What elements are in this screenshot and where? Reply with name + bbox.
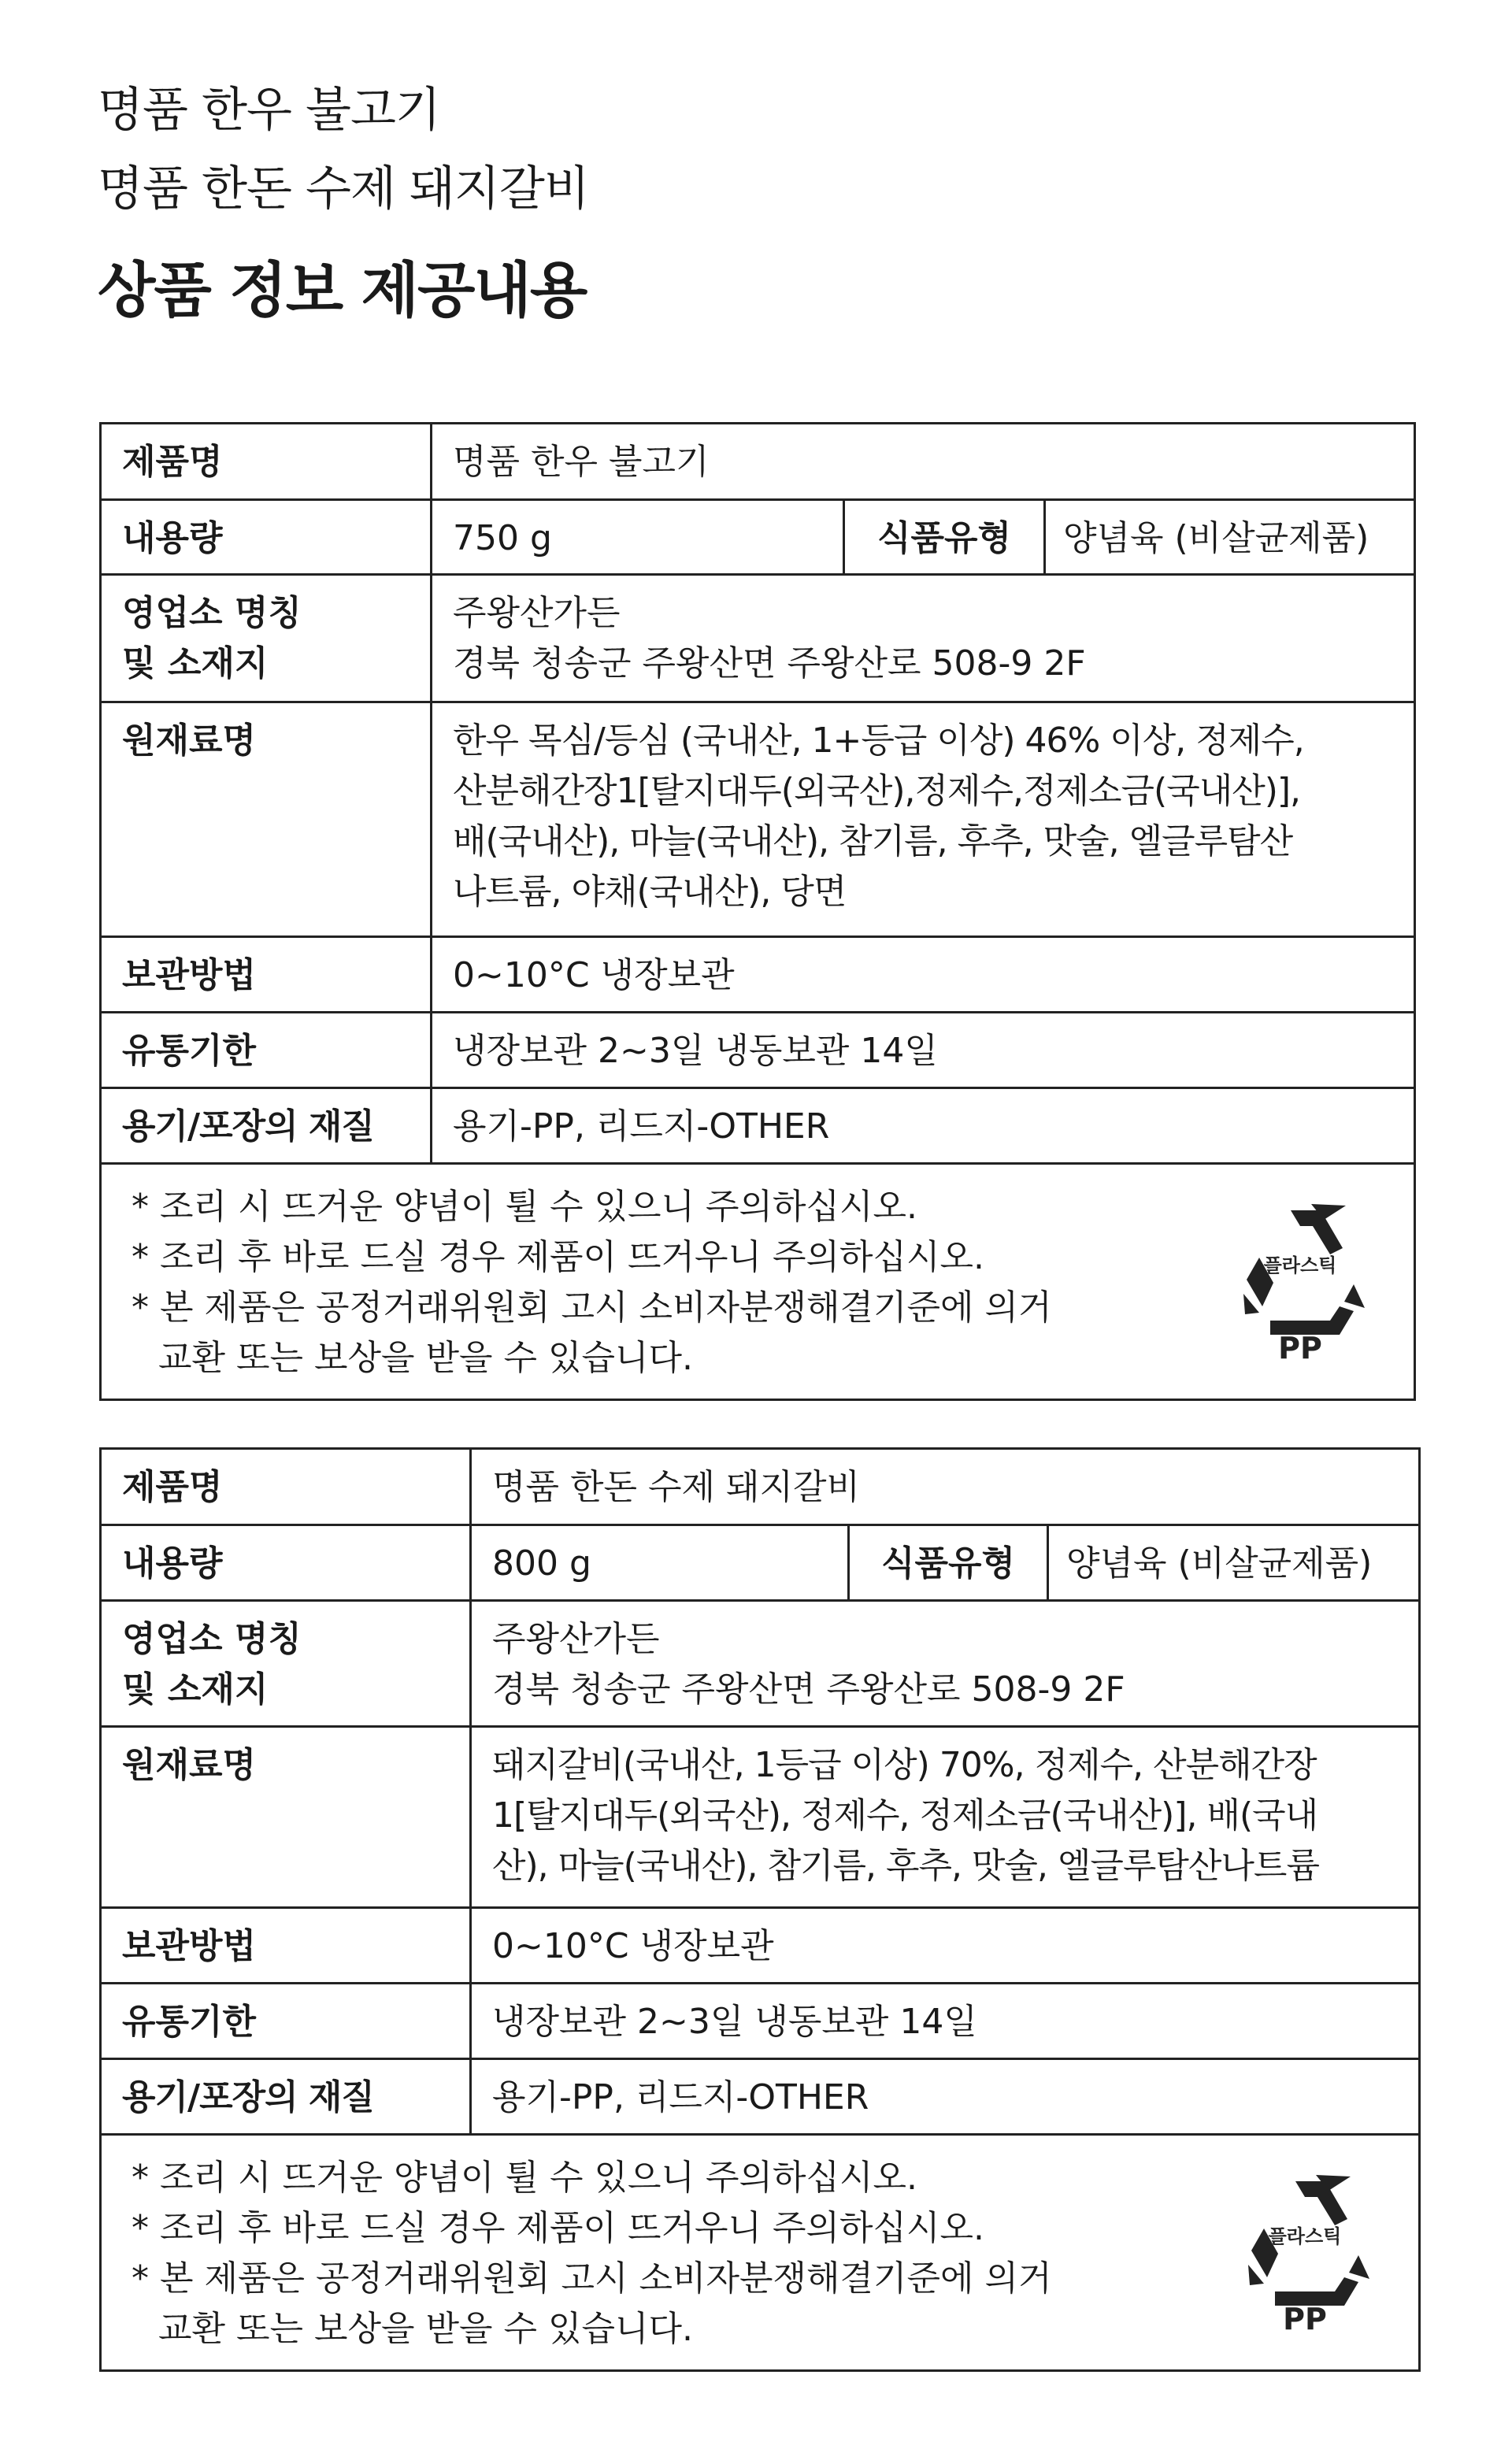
value-food-type: 양념육 (비살균제품) bbox=[1063, 518, 1369, 558]
product-subtitle-2: 명품 한돈 수제 돼지갈비 bbox=[98, 161, 589, 217]
value-storage: 0~10°C 냉장보관 bbox=[453, 955, 735, 995]
label-business-line-1: 영업소 명칭 bbox=[122, 593, 302, 633]
label-product-name: 제품명 bbox=[102, 1450, 472, 1524]
ingredients-line: 산분해간장1[탈지대두(외국산),정제수,정제소금(국내산)], bbox=[453, 771, 1301, 811]
label-volume: 내용량 bbox=[102, 501, 432, 573]
label-business-line-1: 영업소 명칭 bbox=[122, 1619, 302, 1659]
label-expiry: 유통기한 bbox=[102, 1984, 472, 2058]
recycle-material: PP bbox=[1283, 2302, 1327, 2332]
value-volume: 800 g bbox=[472, 1526, 850, 1599]
row-product-name bbox=[102, 424, 1414, 501]
page-header bbox=[98, 71, 589, 334]
value-volume: 750 g bbox=[432, 501, 845, 573]
row-expiry bbox=[102, 1013, 1414, 1089]
label-ingredients: 원재료명 bbox=[102, 703, 432, 935]
recycle-mark bbox=[1236, 1196, 1369, 1362]
value-food-type: 양념육 (비살균제품) bbox=[1066, 1543, 1373, 1584]
row-ingredients bbox=[102, 703, 1414, 938]
product-info-table-2 bbox=[99, 1447, 1421, 2372]
label-product-name: 제품명 bbox=[102, 424, 432, 498]
business-address: 경북 청송군 주왕산면 주왕산로 508-9 2F bbox=[453, 643, 1086, 684]
row-storage bbox=[102, 1909, 1418, 1984]
recycle-text: 플라스틱 bbox=[1263, 1254, 1337, 1276]
row-packaging bbox=[102, 1089, 1414, 1165]
row-business bbox=[102, 576, 1414, 703]
ingredients-line: 배(국내산), 마늘(국내산), 참기름, 후추, 맛술, 엘글루탐산 bbox=[453, 821, 1293, 861]
row-business bbox=[102, 1602, 1418, 1728]
value-business bbox=[472, 1602, 1418, 1725]
recycle-mark bbox=[1240, 2167, 1374, 2332]
recycle-text: 플라스틱 bbox=[1268, 2225, 1342, 2247]
recycle-icon bbox=[1236, 1196, 1369, 1362]
label-storage: 보관방법 bbox=[102, 1909, 472, 1982]
recycle-material: PP bbox=[1278, 1331, 1322, 1362]
ingredients-line: 돼지갈비(국내산, 1등급 이상) 70%, 정제수, 산분해간장 bbox=[492, 1745, 1317, 1785]
product-subtitle-1: 명품 한우 불고기 bbox=[98, 83, 440, 138]
label-volume: 내용량 bbox=[102, 1526, 472, 1599]
label-packaging: 용기/포장의 재질 bbox=[102, 2060, 472, 2133]
note-item: * 조리 시 뜨거운 양념이 튈 수 있으니 주의하십시오. bbox=[132, 1187, 917, 1227]
recycle-icon bbox=[1240, 2167, 1374, 2332]
label-food-type: 식품유형 bbox=[845, 501, 1046, 573]
row-packaging bbox=[102, 2060, 1418, 2136]
note-item: * 본 제품은 공정거래위원회 고시 소비자분쟁해결기준에 의거 bbox=[132, 1287, 1052, 1328]
notes-section bbox=[102, 1165, 1414, 1399]
ingredients-line: 1[탈지대두(외국산), 정제수, 정제소금(국내산)], 배(국내 bbox=[492, 1795, 1318, 1836]
notes-section bbox=[102, 2136, 1418, 2369]
row-expiry bbox=[102, 1984, 1418, 2060]
label-food-type: 식품유형 bbox=[850, 1526, 1049, 1599]
value-packaging: 용기-PP, 리드지-OTHER bbox=[492, 2077, 869, 2117]
ingredients-line: 나트륨, 야채(국내산), 당면 bbox=[453, 872, 847, 912]
row-ingredients bbox=[102, 1728, 1418, 1909]
product-info-table-1 bbox=[99, 422, 1416, 1401]
label-business bbox=[102, 1602, 472, 1725]
value-storage: 0~10°C 냉장보관 bbox=[492, 1926, 774, 1966]
value-product-name: 명품 한우 불고기 bbox=[453, 442, 710, 482]
row-storage bbox=[102, 938, 1414, 1013]
business-name: 주왕산가든 bbox=[453, 593, 621, 633]
value-ingredients bbox=[472, 1728, 1418, 1906]
note-item: * 본 제품은 공정거래위원회 고시 소비자분쟁해결기준에 의거 bbox=[132, 2258, 1052, 2299]
ingredients-line: 산), 마늘(국내산), 참기름, 후추, 맛술, 엘글루탐산나트륨 bbox=[492, 1846, 1319, 1886]
label-packaging: 용기/포장의 재질 bbox=[102, 1089, 432, 1162]
ingredients-line: 한우 목심/등심 (국내산, 1+등급 이상) 46% 이상, 정제수, bbox=[453, 721, 1304, 761]
value-ingredients bbox=[432, 703, 1414, 935]
row-product-name bbox=[102, 1450, 1418, 1526]
business-address: 경북 청송군 주왕산면 주왕산로 508-9 2F bbox=[492, 1669, 1125, 1710]
note-item: * 조리 후 바로 드실 경우 제품이 뜨거우니 주의하십시오. bbox=[132, 1237, 984, 1277]
label-business-line-2: 및 소재지 bbox=[122, 1669, 269, 1710]
value-expiry: 냉장보관 2~3일 냉동보관 14일 bbox=[492, 2002, 977, 2042]
label-ingredients: 원재료명 bbox=[102, 1728, 472, 1906]
row-volume bbox=[102, 501, 1414, 576]
value-product-name: 명품 한돈 수제 돼지갈비 bbox=[492, 1467, 860, 1507]
value-packaging: 용기-PP, 리드지-OTHER bbox=[453, 1106, 830, 1147]
row-volume bbox=[102, 1526, 1418, 1602]
note-item: * 조리 시 뜨거운 양념이 튈 수 있으니 주의하십시오. bbox=[132, 2158, 917, 2198]
label-business-line-2: 및 소재지 bbox=[122, 643, 269, 684]
value-business bbox=[432, 576, 1414, 701]
note-item: 교환 또는 보상을 받을 수 있습니다. bbox=[158, 1338, 693, 1378]
note-item: * 조리 후 바로 드실 경우 제품이 뜨거우니 주의하십시오. bbox=[132, 2208, 984, 2248]
label-expiry: 유통기한 bbox=[102, 1013, 432, 1087]
value-expiry: 냉장보관 2~3일 냉동보관 14일 bbox=[453, 1031, 938, 1071]
label-business bbox=[102, 576, 432, 701]
label-storage: 보관방법 bbox=[102, 938, 432, 1011]
note-item: 교환 또는 보상을 받을 수 있습니다. bbox=[158, 2309, 693, 2349]
page-title: 상품 정보 제공내용 bbox=[98, 255, 587, 325]
business-name: 주왕산가든 bbox=[492, 1619, 660, 1659]
